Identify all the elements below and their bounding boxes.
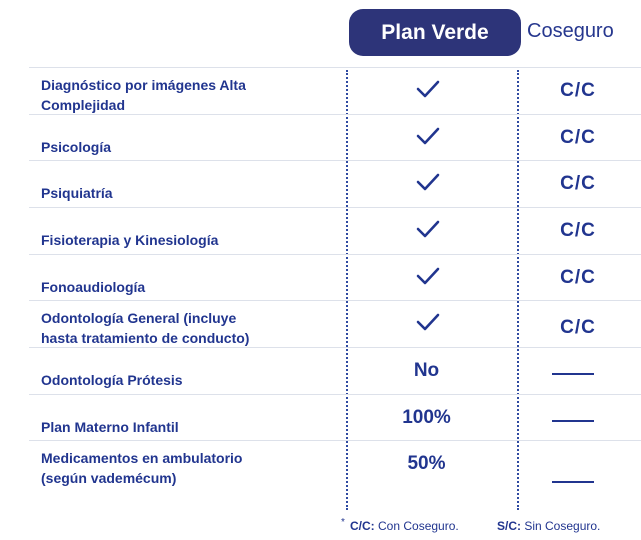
service-label <box>41 230 218 250</box>
footnote-cc-text: Con Coseguro. <box>374 519 459 533</box>
footnote-sc-code: S/C: <box>497 519 521 533</box>
service-label-line: Fisioterapia y Kinesiología <box>41 232 219 248</box>
service-label-line: (según vademécum) <box>41 470 177 486</box>
footnote-cc <box>350 519 459 533</box>
coseguro-dash <box>552 420 594 422</box>
service-label-line: Odontología Prótesis <box>41 372 183 388</box>
service-label-line: Psicología <box>41 139 112 155</box>
table-row <box>29 160 641 208</box>
plan-value: No <box>413 360 440 381</box>
checkmark-icon <box>416 80 440 98</box>
footnote-cc-code: C/C: <box>350 519 375 533</box>
service-label <box>41 75 246 115</box>
service-label <box>41 277 145 297</box>
service-label <box>41 308 249 348</box>
table-row <box>29 207 641 255</box>
plan-verde-header: Plan Verde <box>349 9 521 56</box>
service-label <box>41 137 111 157</box>
coseguro-value: C/C <box>560 317 596 338</box>
table-row <box>29 440 641 511</box>
service-label <box>41 183 113 203</box>
checkmark-icon <box>416 313 440 331</box>
coseguro-value: C/C <box>560 80 596 101</box>
service-label <box>41 448 242 488</box>
footnote-star: * <box>341 517 345 528</box>
coseguro-dash <box>552 373 594 375</box>
service-label-line: hasta tratamiento de conducto) <box>41 330 250 346</box>
coseguro-value: C/C <box>560 267 596 288</box>
checkmark-icon <box>416 127 440 145</box>
table-row <box>29 300 641 348</box>
coseguro-value: C/C <box>560 220 596 241</box>
service-label-line: Fonoaudiología <box>41 279 146 295</box>
service-label-line: Psiquiatría <box>41 185 113 201</box>
table-row <box>29 254 641 301</box>
service-label-line: Odontología General (incluye <box>41 310 237 326</box>
coseguro-value: C/C <box>560 127 596 148</box>
table-row <box>29 394 641 441</box>
service-label-line: Medicamentos en ambulatorio <box>41 450 243 466</box>
coseguro-value: C/C <box>560 173 596 194</box>
service-label-line: Complejidad <box>41 97 126 113</box>
footnote-sc <box>497 519 600 533</box>
coseguro-header: Coseguro <box>527 20 614 42</box>
plan-value: 100% <box>402 407 451 428</box>
table-row <box>29 347 641 395</box>
footnote-sc-text: Sin Coseguro. <box>521 519 601 533</box>
service-label-line: Plan Materno Infantil <box>41 419 179 435</box>
coseguro-dash <box>552 481 594 483</box>
plan-value: 50% <box>407 453 446 474</box>
service-label <box>41 370 183 390</box>
checkmark-icon <box>416 267 440 285</box>
checkmark-icon <box>416 220 440 238</box>
service-label <box>41 417 179 437</box>
table-row <box>29 114 641 161</box>
table-row <box>29 67 641 115</box>
checkmark-icon <box>416 173 440 191</box>
service-label-line: Diagnóstico por imágenes Alta <box>41 77 246 93</box>
